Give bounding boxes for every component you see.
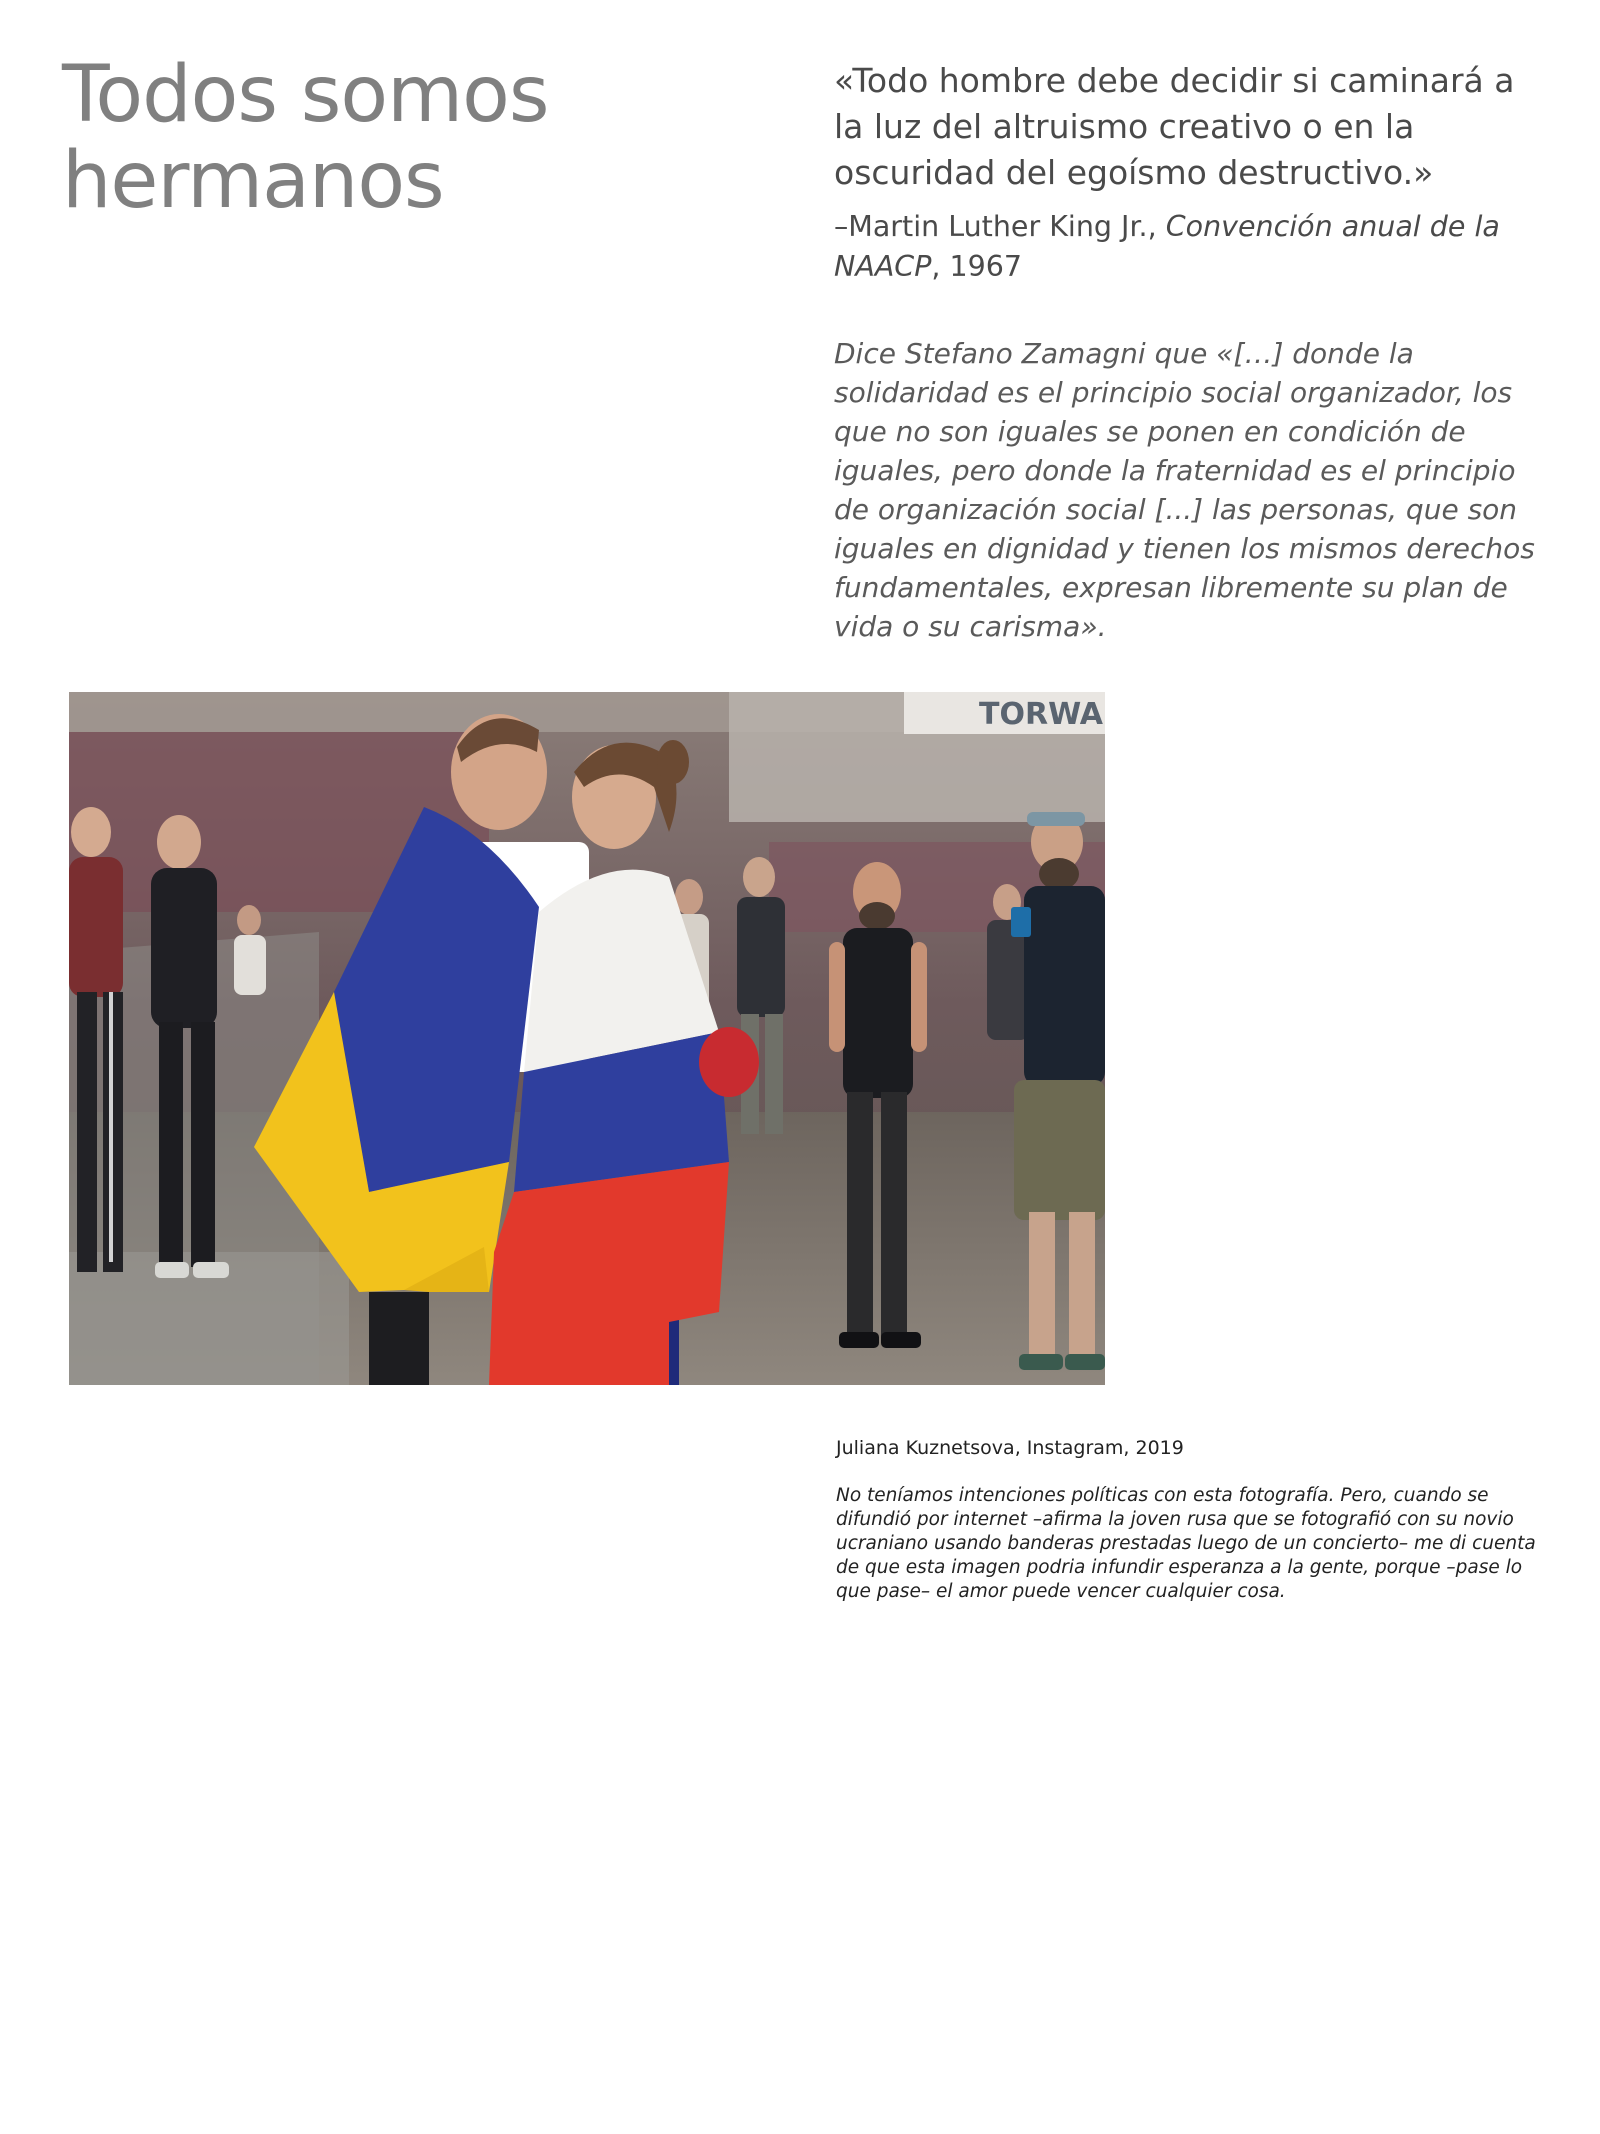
attribution-author: –Martin Luther King Jr., [834, 210, 1166, 243]
arena-sign-text: TORWA [979, 697, 1104, 732]
photo-credit: Juliana Kuznetsova, Instagram, 2019 [836, 1437, 1184, 1459]
attribution-work: Convención anual de la NAACP [834, 210, 1500, 283]
page-title-line-2: hermanos [62, 136, 444, 226]
zamagni-paragraph: Dice Stefano Zamagni que «[…] donde la solidaridad es el principio social organizador, los que no son iguales se ponen en condición de iguales, pero donde la fraternidad es el principio de organización social [...] las personas, que son iguales en dignidad y tienen los mismos derechos fundamentales, expresan libremente su plan de vida o su carisma». [834, 337, 1535, 643]
concert-photo [69, 692, 1105, 1385]
quote-attribution [834, 207, 1554, 287]
photo-caption: No teníamos intenciones políticas con esta fotografía. Pero, cuando se difundió por internet –afirma la joven rusa que se fotografió con su novio ucraniano usando banderas prestadas luego de un concierto– me di cuenta de que esta imagen podria infundir esperanza a la gente, porque –pase lo que pase– el amor puede vencer cualquier cosa. [836, 1485, 1536, 1602]
epigraph-quote: «Todo hombre debe decidir si caminará a la luz del altruismo creativo o en la oscuridad del egoísmo destructivo.» [834, 61, 1515, 192]
woman-hair-bun [657, 740, 689, 784]
attribution-year: , 1967 [931, 250, 1023, 283]
red-bag [699, 1027, 759, 1097]
man-legs [369, 1292, 429, 1385]
page-title-line-1: Todos somos [62, 50, 549, 140]
page-title [62, 52, 702, 224]
